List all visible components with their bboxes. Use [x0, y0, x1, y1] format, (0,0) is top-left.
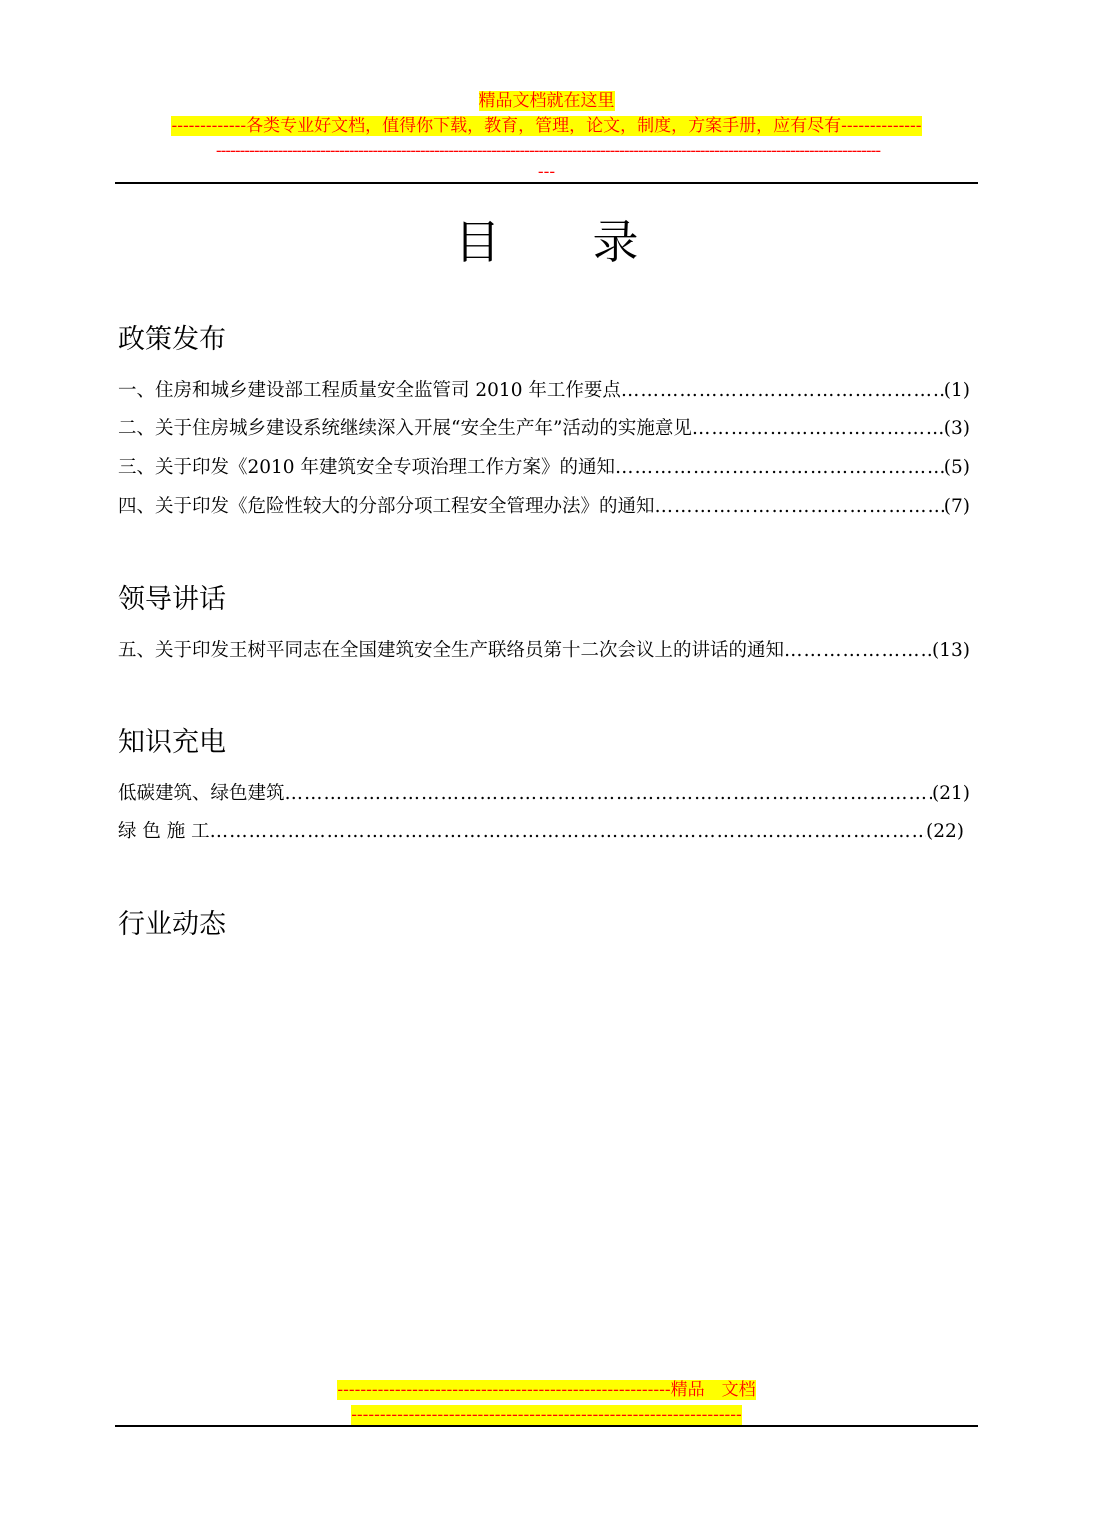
footer-rule [115, 1425, 978, 1427]
toc-entry-text: 低碳建筑、绿色建筑 [118, 783, 285, 804]
header-rule [115, 182, 978, 184]
footer-banner: ----------------------------------------------------------精品 文档 [337, 1380, 756, 1400]
toc-entry-text: 三、关于印发《2010 年建筑安全专项治理工作方案》的通知 [118, 457, 615, 478]
page-title: 目 录 [454, 215, 639, 269]
section-heading-industry-news: 行业动态 [118, 909, 226, 940]
header-banner-title: 精品文档就在这里 [478, 91, 615, 111]
toc-entry-page: (13) [932, 640, 970, 661]
toc-entry[interactable] [118, 494, 970, 520]
header-banner-dashes: -------------------------------------------------------------------------------------------------------------------------------------------- [215, 141, 881, 161]
toc-entry[interactable] [118, 819, 964, 845]
section-heading-policy: 政策发布 [118, 324, 226, 355]
toc-entry[interactable] [118, 455, 970, 481]
toc-entry-page: (5) [943, 457, 970, 478]
toc-entry-page: (1) [943, 380, 970, 401]
section-heading-knowledge: 知识充电 [118, 727, 226, 758]
toc-entry-text: 二、关于住房城乡建设系统继续深入开展“安全生产年”活动的实施意见 [118, 418, 692, 439]
toc-leader-dots [615, 455, 944, 481]
toc-entry-text: 四、关于印发《危险性较大的分部分项工程安全管理办法》的通知 [118, 496, 655, 517]
toc-entry-text: 一、住房和城乡建设部工程质量安全监管司 2010 年工作要点 [118, 380, 621, 401]
toc-leader-dots [655, 494, 944, 520]
toc-leader-dots [621, 378, 944, 404]
toc-entry[interactable] [118, 781, 970, 807]
toc-leader-dots [210, 819, 926, 845]
toc-entry-page: (22) [926, 821, 964, 842]
header-banner-dashes-tail: --- [537, 162, 556, 182]
section-heading-speeches: 领导讲话 [118, 584, 226, 615]
toc-entry-page: (21) [932, 783, 970, 804]
footer-banner-dashes: -------------------------------------------------------------------- [351, 1405, 742, 1425]
toc-leader-dots [784, 638, 932, 664]
header-banner-tagline: -------------各类专业好文档，值得你下载，教育，管理，论文，制度，方案手册，应有尽有-------------- [171, 116, 922, 136]
toc-leader-dots [692, 416, 944, 442]
toc-entry[interactable] [118, 378, 970, 404]
toc-entry-page: (7) [943, 496, 970, 517]
toc-entry-text: 绿 色 施 工 [118, 821, 210, 842]
toc-entry-text: 五、关于印发王树平同志在全国建筑安全生产联络员第十二次会议上的讲话的通知 [118, 640, 785, 661]
toc-entry[interactable] [118, 638, 970, 664]
toc-leader-dots [285, 781, 933, 807]
toc-entry-page: (3) [943, 418, 970, 439]
toc-entry[interactable] [118, 416, 970, 442]
